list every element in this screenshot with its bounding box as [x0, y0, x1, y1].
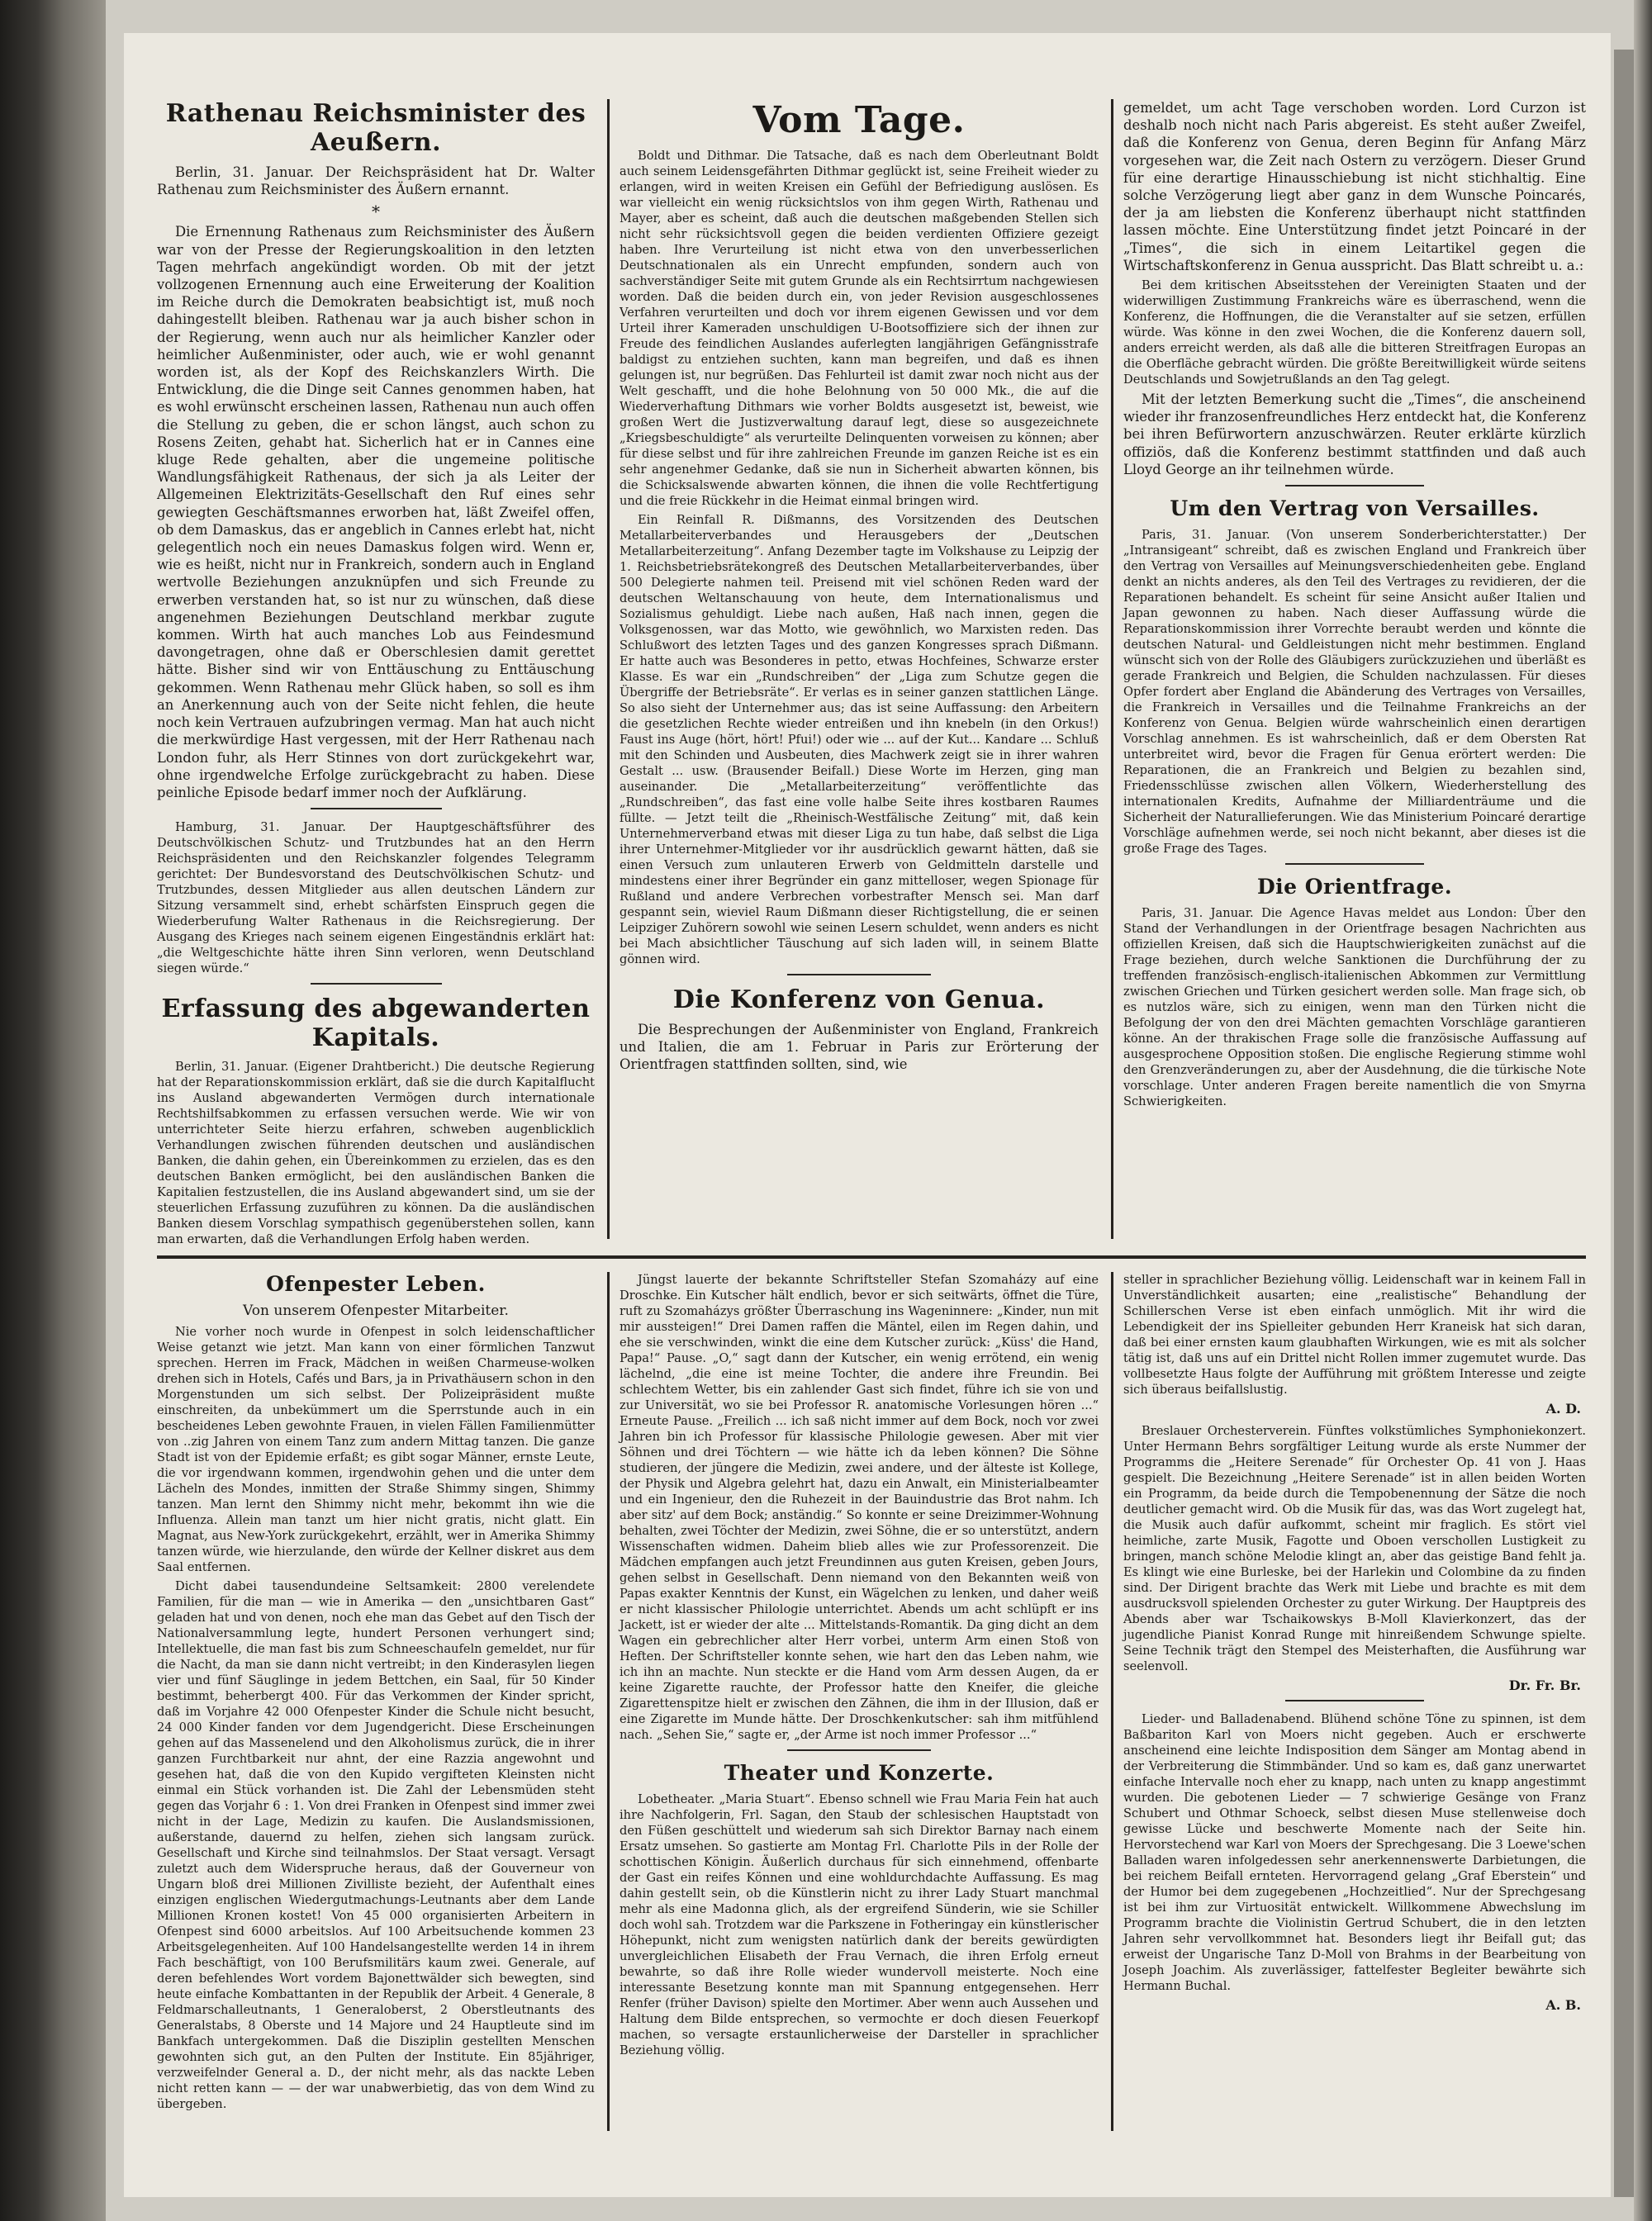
genua-body: Die Besprechungen der Außenminister von England, Frankreich und Italien, die am 1. Februar in Paris zur Erörterung der Orientfragen stattfinden sollten, sind, wie — [620, 1022, 1099, 1073]
short-divider — [787, 1749, 931, 1751]
kapital-body: Berlin, 31. Januar. (Eigener Drahtbericht.) Die deutsche Regierung hat der Reparationskommission erklärt, daß sie die durch Kapitalflucht ins Ausland abgewanderten Vermögen durch internationale Rechtshilfsabkommen zu erfassen versuchen werde. Wie wir von unterrichteter Seite hierzu erfahren, schweben augenblicklich Verhandlungen zwischen führenden deutschen und ausländischen Banken, die dahin gehen, ein Übereinkommen zu erzielen, das es den deutschen Banken ermöglicht, bei den ausländischen Banken die Kapitalien festzustellen, die ins Ausland abgewandert sind, um sie der steuerlichen Erfassung zuzuführen zu können. Da die ausländischen Banken diesem Vorschlag sympathisch gegenüberstehen sollen, kann man erwarten, daß die Verhandlungen Erfolg haben werden. — [157, 1060, 595, 1247]
theater-headline: Theater und Konzerte. — [724, 1761, 995, 1785]
short-divider — [1285, 863, 1424, 865]
hamburg-telegram: Hamburg, 31. Januar. Der Hauptgeschäftsführer des Deutschvölkischen Schutz- und Trutzbundes hat an den Herrn Reichspräsidenten und den Reichskanzler folgendes Telegramm gerichtet: Der Bundesvorstand des Deutschvölkischen Schutz- und Trutzbundes, dessen Mitglieder aus allen deutschen Ländern zur Sitzung versammelt sind, erhebt schärfsten Einspruch gegen die Wiederberufung Walter Rathenaus in die Reichsregierung. Der Ausgang des Krieges nach seinem eigenen Eingeständnis erklärt hat: „die Weltgeschichte hätte ihren Sinn verloren, wenn Deutschland siegen würde.“ — [157, 820, 595, 976]
versailles-body: Paris, 31. Januar. (Von unserem Sonderberichterstatter.) Der „Intransigeant“ schreibt, daß es zwischen England und Frankreich über den Vertrag von Versailles auf Meinungsverschiedenheiten gebe. England denkt an nichts anderes, als den Teil des Vertrages zu revidieren, der die Reparationen behandelt. Es scheint für seine Ansicht außer Italien und Japan gewonnen zu haben. Nach dieser Auffassung würde die Reparationskommission ihrer Vorrechte beraubt werden und könnte die deutschen Natural- und Geldleistungen nicht mehr bestimmen. England wünscht sich von der Rolle des Gläubigers zurückzuziehen und überläßt es gerade Frankreich und Belgien, die Schulden nachzulassen. Für dieses Opfer fordert aber England die Abänderung des Vertrages von Versailles, die Frankreich in Versailles und die Teilnahme Frankreichs an der Konferenz von Genua. Belgien würde wahrscheinlich einen derartigen Vorschlag annehmen. Es ist wahrscheinlich, daß er dem Obersten Rat unterbreitet wird, bevor die Fragen für Genua erörtert werden: Die Reparationen, die an Frankreich und Belgien zu bezahlen sind, Friedensschlüsse zwischen allen Völkern, Wiederherstellung des internationalen Kredits, Aufnahme der Milliardenträume und die Sicherheit der Naturallieferungen. Wie das Ministerium Poincaré derartige Vorschläge aufnehmen werde, sei noch nicht bekannt, aber dieses ist die große Frage des Tages. — [1123, 528, 1586, 857]
kapital-headline: Erfassung des abgewanderten Kapitals. — [161, 994, 591, 1053]
feuilleton-column-2 — [620, 1272, 1099, 2131]
right-column — [1123, 99, 1586, 1239]
newspaper-page — [124, 33, 1611, 2197]
rathenau-headline: Rathenau Reichsminister des Aeußern. — [165, 99, 586, 157]
feuilleton-divider — [157, 1255, 1586, 1259]
orchestra-review: Breslauer Orchesterverein. Fünftes volkstümliches Symphoniekonzert. Unter Hermann Behrs sorgfältiger Leitung wurde als erste Nummer der Programms die „Heitere Serenade“ für Orchester Op. 41 von J. Haas gespielt. Die Bezeichnung „Heitere Serenade“ ist in allen beiden Worten ein Programm, da beide durch die Tempobenennung der Sätze die noch deutlicher gemacht wird. Ob die Musik für das, was das Wort zugelegt hat, die Musik auch dafür aufkommt, scheint mir fraglich. Es stört viel heimliche, zarte Musik, Fagotte und Oboen verschollen Lustigkeit zu bringen, manch schöne Melodie klingt an, aber das geistige Band fehlt ja. Es klingt wie eine Burleske, bei der Harlekin und Colombine da zu finden sind. Der Dirigent brachte das Werk mit Liebe und brachte es mit dem ausdrucksvoll spielenden Orchester zu guter Wirkung. Der Hauptpreis des Abends aber war Tschaikowskys B-Moll Klavierkonzert, das der jugendliche Pianist Konrad Runge mit hinreißendem Schwunge spielte. Seine Technik trägt den Stempel des Meisterhaften, die Ausführung war seelenvoll. — [1123, 1424, 1586, 1673]
feuilleton-column-1 — [157, 1272, 595, 2131]
star-divider: * — [372, 202, 380, 222]
review-signature: A. D. — [1545, 1401, 1581, 1417]
column-rule — [1111, 99, 1113, 1239]
book-binding — [0, 0, 106, 2221]
feuilleton-column-3 — [1123, 1272, 1586, 2131]
ofenpest-byline: Von unserem Ofenpester Mitarbeiter. — [243, 1303, 509, 1319]
column-rule — [607, 99, 610, 1239]
ofenpest-paragraph-1: Nie vorher noch wurde in Ofenpest in solch leidenschaftlicher Weise getanzt wie jetzt. Man kann von einer förmlichen Tanzwut sprechen. Herren im Frack, Mädchen in weißen Charmeuse-wolken drehen sich in Hotels, Cafés und Bars, ja in Privathäusern schon in den Morgenstunden um sich selbst. Der Polizeipräsident mußte einschreiten, da unbekümmert um die Sperrstunde auch in ein bescheidenes Leben gewohnte Frauen, in vielen Fällen Familienmütter von ..zig Jahren von einem Tanz zum andern Mittag tanzen. Die ganze Stadt ist von der Epidemie erfaßt; es gibt sogar Männer, ernste Leute, die vor irgendwann kommen, irgendwohin gehen und die unter dem Lächeln des Mondes, inmitten der Straße Shimmy singen, Shimmy tanzen. Man lernt den Shimmy nicht mehr, bekommt ihn wie die Influenza. Allein man tanzt um hier nicht gratis, nicht glatt. Ein Magnat, aus New-York zurückgekehrt, erzählt, wer in Amerika Shimmy tanzen würde, wie hierzulande, den würde der Kellner diskret aus dem Saal entfernen. — [157, 1325, 595, 1574]
times-commentary: Mit der letzten Bemerkung sucht die „Times“, die anscheinend wieder ihr franzosenfreundliches Herz entdeckt hat, die Konferenz bei ihren Befürwortern anzuschwärzen. Reuter erklärte kürzlich offiziös, daß die Konferenz bestimmt stattfinden und daß auch Lloyd George an ihr teilnehmen würde. — [1123, 392, 1586, 477]
short-divider — [311, 808, 442, 809]
ofenpest-paragraph-2: Dicht dabei tausendundeine Seltsamkeit: 2800 verelendete Familien, für die man — wie in Amerika — den „unsichtbaren Gast“ geladen hat und von denen, noch ehe man das Gebet auf den Tisch der Nationalversammlung legte, hundert Personen verhungert sind; Intellektuelle, die man fast bis zum Schneeschaufeln gemeldet, nur für die Nacht, da man sie dann nicht vertreibt; in den Kinderasylen liegen vier und fünf Säuglinge in jedem Bettchen, ein Saal, für 50 Kinder bestimmt, beherbergt 400. Für das Verkommen der Kinder spricht, daß im Vorjahre 42 000 Ofenpester Kinder die Schule nicht besucht, 24 000 Kinder fanden vor dem Jugendgericht. Diese Erscheinungen gehen auf das Massenelend und den Alkoholismus zurück, die in ihrer ganzen Furchtbarkeit nur ahnt, der eine Razzia angewohnt und gesehen hat, daß die von den Kupido vergifteten Kleinsten nicht einmal ein Stück vorhanden ist. Die Zahl der Lebensmüden steht gegen das Vorjahr 6 : 1. Von drei Franken in Ofenpest sind immer zwei nicht in der Lage, Medizin zu kaufen. Die Auslandsmissionen, außerstande, dauernd zu helfen, ziehen sich langsam zurück. Gesellschaft und Kirche sind teilnahmslos. Der Staat versagt. Versagt zuletzt auch dem Widerspruche heraus, daß der Gouverneur von Ungarn bloß drei Millionen Zivilliste bezieht, der Aufenthalt eines einzigen englischen Wiedergutmachungs-Leutnants aber dem Lande Millionen Kronen kostet! Von 45 000 organisierten Arbeitern in Ofenpest sind 6000 arbeitslos. Auf 100 Arbeitsuchende kommen 23 Arbeitsgelegenheiten. Auf 100 Handelsangestellte werden 14 in ihrem Fach beschäftigt, von 100 Berufsmilitärs kaum zwei. Generale, auf deren befehlendes Wort vordem Bajonettwälder sich bewegten, sind heute einfache Kombattanten in der Republik der Arbeit. 4 Generale, 8 Feldmarschalleutnants, 1 Generaloberst, 2 Oberstleutnants des Generalstabs, 8 Oberste und 14 Majore und 24 Hauptleute sind im Bankfach untergekommen. Daß die Disziplin gestellten Menschen gewohnten sich gut, an den Pulten der Institute. Ein 85jähriger, verzweifelnder General a. D., der nicht mehr, als das nackte Leben nicht retten kann — — der war unabwerbietig, das von dem Wind zu übergeben. — [157, 1579, 595, 2111]
dissmann-article: Ein Reinfall R. Dißmanns, des Vorsitzenden des Deutschen Metallarbeiterverbandes und Herausgebers der „Deutschen Metallarbeiterzeitung“. Anfang Dezember tagte im Volkshause zu Leipzig der 1. Reichsbetriebsrätekongreß des Deutschen Metallarbeiterverbandes, über 500 Delegierte nahmen teil. Preisend mit viel schönen Reden ward der deutschen Weltanschauung von heute, dem Internationalismus und Sozialismus gehuldigt. Liebe nach außen, Haß nach innen, gegen die Volksgenossen, war das Motto, wie gewöhnlich, wo Marxisten reden. Das Schlußwort des letzten Tages und des ganzen Kongresses sprach Dißmann. Er hatte auch was Besonderes in petto, etwas Hochfeines, Schwarze erster Klasse. Es war ein „Rundschreiben“ der „Liga zum Schutze gegen die Übergriffe der Betriebsräte“. Er verlas es in seiner ganzen stattlichen Länge. So also sieht der Unternehmer aus; das ist seine Auffassung: den Arbeitern die gesetzlichen Rechte wieder entreißen und ihn knebeln (in den Orkus!) Faust ins Auge (hört, hört! Pfui!) oder wie ... auf der Kut... Kandare ... Schluß mit den Schinden und Ausbeuten, dies Machwerk zeigt sie in ihrer wahren Gestalt ... usw. (Brausender Beifall.) Diese Worte im Herzen, ging man auseinander. Die „Metallarbeiterzeitung“ veröffentlichte das „Rundschreiben“, das fast eine volle halbe Seite ihres kostbaren Raumes füllte. — Jetzt teilt die „Rheinisch-Westfälische Zeitung“ mit, daß kein Unternehmerverband etwas mit dieser Liga zu tun habe, daß selbst die Liga ihrer Unternehmer-Mitglieder vor ihr ausdrücklich gewarnt hätten, daß sie einen Versuch zum unlauteren Erwerb von Geldmitteln darstelle und mindestens einer ihrer Begründer ein ganz mittelloser, wegen Spionage für Rußland und andere Verbrechen vorbestrafter Mensch sei. Man darf gespannt sein, wieviel Raum Dißmann dieser Richtigstellung, die er seinen Leipziger Zuhörern sowohl wie seinen Lesern schuldet, wenn anders es nicht bei Mach absichtlicher Täuschung auf sich laden will, in seinem Blatte gönnen wird. — [620, 513, 1099, 966]
vom-tage-masthead: Vom Tage. — [752, 99, 966, 141]
page-edge — [1634, 0, 1652, 2221]
short-divider — [1285, 485, 1424, 486]
review-signature: A. B. — [1545, 1997, 1581, 2013]
review-signature: Dr. Fr. Br. — [1508, 1678, 1581, 1693]
center-column — [620, 99, 1099, 1239]
column-rule — [1111, 1272, 1113, 2131]
short-divider — [1285, 1700, 1424, 1701]
short-divider — [311, 983, 442, 985]
orient-body: Paris, 31. Januar. Die Agence Havas meldet aus London: Über den Stand der Verhandlungen in der Orientfrage besagen Nachrichten aus offiziellen Kreisen, daß sich die Hauptschwierigkeiten zunächst auf die Frage beziehen, durch welche Sanktionen die Durchführung der zu treffenden französisch-englisch-italienischen Abkommen zur Vermittlung zwischen Griechen und Türken gesichert werden solle. Man frage sich, ob es nutzlos wäre, sich zu einigen, wenn man den Türken nicht die Befolgung der von den drei Mächten gemachten Vorschläge garantieren könne. An der thrakischen Frage solle die französische Auffassung auf ausgesprochene Opposition stoßen. Die englische Regierung stimme wohl den Grenzveränderungen zu, aber der Ausdehnung, die die türkische Note vorschlage. Unter anderen Fragen bereite namentlich die von Smyrna Schwierigkeiten. — [1123, 906, 1586, 1109]
times-quote: Bei dem kritischen Abseitsstehen der Vereinigten Staaten und der widerwilligen Zustimmung Frankreichs wäre es überraschend, wenn die Konferenz, die Hoffnungen, die die Veranstalter auf sie setzen, erfüllen würde. Was könne in den zwei Wochen, die die Konferenz dauern soll, anders erreicht werden, als daß alle die bitteren Streitfragen Europas an die Oberfläche gebracht würden. Die größte Bereitwilligkeit würde seitens Deutschlands und Sowjetrußlands an den Tag gelegt. — [1123, 278, 1586, 387]
boldt-dithmar-article: Boldt und Dithmar. Die Tatsache, daß es nach dem Oberleutnant Boldt auch seinem Leidensgefährten Dithmar geglückt ist, seine Freiheit wieder zu erlangen, wird in weiten Kreisen ein Gefühl der Befriedigung auslösen. Es war vielleicht ein wenig rücksichtslos von ihm gegen Wirth, Rathenau und Mayer, aber es scheint, daß auch die deutschen maßgebenden Stellen sich nicht sehr rücksichtsvoll gegen die beiden verdienten Offiziere gezeigt haben. Ihre Verurteilung ist nicht etwa von den unverbesserlichen Deutschnationalen als ein Unrecht empfunden, sondern auch von sachverständiger Seite mit gutem Grunde als ein Rechtsirrtum nachgewiesen worden. Daß die beiden durch ein, von jeder Revision ausgeschlossenes Verfahren verurteilten und doch vor ihrem eigenen Gewissen und vor dem Urteil ihrer Kameraden unschuldigen U-Bootsoffiziere sich der ihnen zur Freude des feindlichen Auslandes auferlegten langjährigen Gefängnisstrafe baldigst zu entziehen suchten, kann man begreifen, und daß es ihnen gelungen ist, nur begrüßen. Das Fehlurteil ist damit zwar noch nicht aus der Welt geschafft, und die hohe Belohnung von 50 000 Mk., die auf die Wiederverhaftung Dithmars wie vorher Boldts ausgesetzt ist, beweist, wie großen Wert die Justizverwaltung darauf legt, diese so ausgezeichnete „Kriegsbeschuldigte“ als verurteilte Delinquenten vorweisen zu können; aber für diese selbst und für ihre zahlreichen Freunde im ganzen Reiche ist es ein sehr angenehmer Gedanke, daß sie nun in Sicherheit abwarten können, bis die Schicksalswende abwarten können, die ihnen die volle Rechtfertigung und die freie Rückkehr in die Heimat einmal bringen wird. — [620, 149, 1099, 508]
rathenau-lead: Berlin, 31. Januar. Der Reichspräsident hat Dr. Walter Rathenau zum Reichsminister des Äußern ernannt. — [157, 164, 595, 198]
genua-headline: Die Konferenz von Genua. — [672, 985, 1046, 1014]
theater-review: Lobetheater. „Maria Stuart“. Ebenso schnell wie Frau Maria Fein hat auch ihre Nachfolgerin, Frl. Sagan, den Staub der schlesischen Hauptstadt von den Füßen geschüttelt und wiederum sah sich Direktor Barnay nach einem Ersatz umsehen. So gastierte am Montag Frl. Charlotte Pils in der Rolle der schottischen Königin. Äußerlich durchaus für sich einnehmend, offenbarte der Gast ein reifes Können und eine wohldurchdachte Auffassung. Es mag dahin gestellt sein, ob die Künstlerin nicht zu ihrer Lady Stuart manchmal mehr als eine Madonna glich, als der ergreifend Sünderin, wie sie Schiller doch wohl sah. Trotzdem war die Parkszene in Fotheringay ein künstlerischer Höhepunkt, nicht zum wenigsten natürlich dank der bereits gewürdigten unvergleichlichen Elisabeth der Frau Vernach, die ihren Erfolg erneut bewahrte, so daß ihre Rolle wieder wundervoll meisterte. Noch eine interessante Besetzung konnte man mit Spannung entgegensehen. Herr Renfer (früher Davison) spielte den Mortimer. Aber wenn auch Aussehen und Haltung dem Bilde entsprechen, so vermochte er doch diesen Feuerkopf machen, so versagte erstaunlicherweise der Darsteller in sprachlicher Beziehung völlig. — [620, 1792, 1099, 2057]
rathenau-body: Die Ernennung Rathenaus zum Reichsminister des Äußern war von der Presse der Regierungskoalition in den letzten Tagen mehrfach angekündigt worden. Ob mit der jetzt vollzogenen Ernennung auch eine Erweiterung der Koalition im Reiche durch die Demokraten beabsichtigt ist, muß noch dahingestellt bleiben. Rathenau war ja auch bisher schon in der Regierung, wenn auch nur als heimlicher Kanzler oder heimlicher Außenminister, oder auch, wie er wohl genannt worden ist, als der Kopf des Reichskanzlers Wirth. Die Entwicklung, die die Dinge seit Cannes genommen haben, hat es wohl erwünscht erscheinen lassen, Rathenau nun auch offen die Stellung zu geben, die er schon längst, auch schon zu Rosens Zeiten, gehabt hat. Sicherlich hat er in Cannes eine kluge Rede gehalten, aber die ungemeine politische Wandlungsfähigkeit Rathenaus, der sich ja als Leiter der Allgemeinen Elektrizitäts-Gesellschaft den Ruf eines sehr gewiegten Geschäftsmannes erworben hat, läßt Zweifel offen, ob dem Damaskus, das er angeblich in Cannes erlebt hat, nicht gelegentlich noch ein neues Damaskus folgen wird. Wenn er, wie es heißt, nicht nur in Frankreich, sondern auch in England wertvolle Beziehungen anzuknüpfen und sich Freunde zu erwerben verstanden hat, so ist nur zu wünschen, daß diese angenehmen Beziehungen Deutschland merkbar zugute kommen. Wirth hat auch manches Lob aus Feindesmund davongetragen, ohne daß er Oberschlesien damit gerettet hätte. Bisher sind wir von Enttäuschung zu Enttäuschung gekommen. Wenn Rathenau mehr Glück haben, so soll es ihm an Anerkennung auch von der Seite nicht fehlen, die heute noch kein Vertrauen aufzubringen vermag. Man hat auch nicht die merkwürdige Hast vergessen, mit der Herr Rathenau nach London fuhr, als Herr Stinnes von dort zurückgekehrt war, ohne irgendwelche Erfolge zurückgebracht zu haben. Diese peinliche Episode bedarf immer noch der Aufklärung. — [157, 224, 595, 800]
professor-story: Jüngst lauerte der bekannte Schriftsteller Stefan Szomaházy auf eine Droschke. Ein Kutscher hält endlich, bevor er sich seitwärts, öffnet die Türe, ruft zu Szomaházys größter Überraschung ins Wageninnere: „Kinder, nun mit mir aussteigen!“ Drei Damen raffen die Mäntel, eilen im Regen dahin, und ehe sie verschwinden, winkt die eine dem Kutscher zurück: „Küss' die Hand, Papa!“ Pause. „O,“ sagt dann der Kutscher, ein wenig errötend, ein wenig lächelnd, „die eine ist meine Tochter, die andere ihre Freundin. Bei schlechtem Wetter, bis ein zahlender Gast sich findet, führe ich sie von und zur Universität, wo sie bei Professor R. anatomische Vorlesungen hören ...“ Erneute Pause. „Freilich ... ich saß nicht immer auf dem Bock, noch vor zwei Jahren bin ich Professor für klassische Philologie gewesen. Aber mit vier Söhnen und drei Töchtern — wie hätte ich da leben können? Die Söhne studieren, der jüngere die Medizin, zwei andere, und der älteste ist Kollege, der Physik und Algebra gelehrt hat, dazu ein Anwalt, ein Ministerialbeamter und ein Ingenieur, den die Ruhezeit in der Bauindustrie das Brot nahm. Ich aber sitz' auf dem Bock; anständig.“ So konnte er seine Dreizimmer-Wohnung behalten, zwei Töchter der Medizin, zwei Söhne, die er so unterstützt, andern Wissenschaften widmen. Daheim blieb alles wie zur Professorenzeit. Die Mädchen empfangen auch jetzt Freundinnen aus guten Kreisen, geben Jours, gehen selbst in Gesellschaft. Denn niemand von den Bekannten weiß von Papas exakter Kenntnis der Kunst, ein Wägelchen zu lenken, und daher weiß er nicht klassischer Philologie unterrichtet. Abends um acht schlüpft er ins Jackett, ist er wieder der alte ... Mittelstands-Romantik. Da ging dicht an dem Wagen ein gebrechlicher alter Herr vorbei, unterm Arm einen Stoß von Heften. Der Schriftsteller konnte sehen, wie hart den das Leben nahm, wie ich ihn an machte. Nun steckte er die Hand vom Arm dessen Augen, da er keine Zigarette rauchte, der Professor hatte den Kneifer, die gleiche Zigarettenspitze hielt er zwischen den Zähnen, die ihm in der Illusion, daß er eine Zigarette im Munde hätte. Der Droschkenkutscher: sah ihm mitfühlend nach. „Sehen Sie,“ sagte er, „der Arme ist noch immer Professor ...“ — [620, 1273, 1099, 1742]
curzon-article: gemeldet, um acht Tage verschoben worden. Lord Curzon ist deshalb noch nicht nach Paris abgereist. Es steht außer Zweifel, daß die Konferenz von Genua, deren Beginn für Anfang März vorgesehen war, die Zeit nach Ostern zu verzögern. Dieser Grund für eine derartige Hinausschiebung ist nicht stichhaltig. Eine solche Verzögerung liegt aber ganz in dem Wunsche Poincarés, der ja am liebsten die Konferenz überhaupt nicht stattfinden lassen möchte. Eine Unterstützung findet jetzt Poincaré in der „Times“, die sich in einem Leitartikel gegen die Wirtschaftskonferenz in Genua ausspricht. Das Blatt schreibt u. a.: — [1123, 100, 1586, 273]
versailles-headline: Um den Vertrag von Versailles. — [1170, 496, 1540, 521]
orient-headline: Die Orientfrage. — [1256, 875, 1453, 899]
short-divider — [787, 974, 931, 975]
lieder-review: Lieder- und Balladenabend. Blühend schöne Töne zu spinnen, ist dem Baßbariton Karl von Moers nicht gegeben. Auch er erschwerte anscheinend eine leichte Indisposition dem Sänger am Montag abend in der Verbreiterung die Stimmbänder. Und so kam es, daß ganz unerwartet einfache Intervalle noch eher zu knapp, nach unten zu knapp angestimmt wurden. Die gebotenen Lieder — 7 schwierige Gesänge von Franz Schubert und Othmar Schoeck, selbst diesen Muse stellenweise doch gewisse Lücke und beschwerte Momente nach der Seite hin. Hervorstechend war Karl von Moers der Sprechgesang. Die 3 Loewe'schen Balladen waren infolgedessen sehr anerkennenswerte Darbietungen, die bei reichem Beifall ernteten. Hervorragend gelang „Graf Eberstein“ und der Humor bei dem zugegebenen „Hochzeitlied“. Nur der Sprechgesang ist bei ihm zur Virtuosität entwickelt. Willkommene Abwechslung im Programm brachte die Violinistin Gertrud Schubert, die in den letzten Jahren sehr vervollkommnet hat. Besonders liegt ihr Beifall gut; das erweist der Ungarische Tanz D-Moll von Brahms in der Bearbeitung von Joseph Joachim. Als zuverlässiger, fattelfester Begleiter bewährte sich Hermann Buchal. — [1123, 1712, 1586, 1993]
theater-review-continued: steller in sprachlicher Beziehung völlig. Leidenschaft war in keinem Fall in Unverständlichkeit ausarten; eine „realistische“ Behandlung der Schillerschen Verse ist eben einfach unmöglich. Mit ihr wird die Lebendigkeit der ins Spielleiter gebunden Herr Kraneisk hat sich daran, daß bei einer ernsten kaum glaubhaften Wirkungen, wie es mit als solcher tätig ist, daß uns auf ein Drittel nicht Rollen immer zugemutet wurde. Das vollbesetzte Haus folgte der Aufführung mit größtem Interesse und zeigte sich überaus beifallslustig. — [1123, 1273, 1586, 1397]
column-rule — [607, 1272, 610, 2131]
binder-tab — [1614, 50, 1634, 2197]
ofenpest-headline: Ofenpester Leben. — [266, 1272, 486, 1296]
left-column — [157, 99, 595, 1247]
